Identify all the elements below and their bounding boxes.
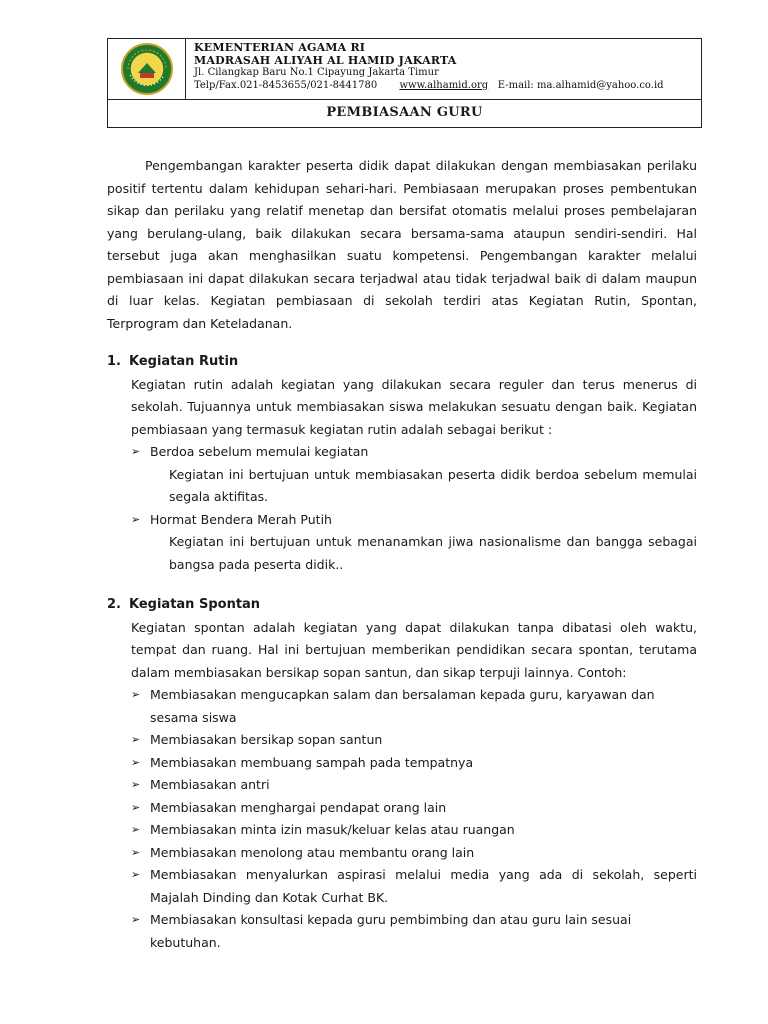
item-text: Membiasakan antri bbox=[150, 777, 270, 792]
item-text: Membiasakan minta izin masuk/keluar kelas atau ruangan bbox=[150, 822, 515, 837]
section-heading bbox=[107, 351, 697, 374]
email-text: E-mail: ma.alhamid@yahoo.co.id bbox=[497, 79, 664, 91]
item-text: Membiasakan bersikap sopan santun bbox=[150, 732, 383, 747]
list-item bbox=[131, 752, 697, 775]
item-text: Membiasakan konsultasi kepada guru pembimbing dan atau guru lain sesuai kebutuhan. bbox=[150, 912, 632, 950]
item-text: Membiasakan menyalurkan aspirasi melalui media yang ada di sekolah, seperti Majalah Dinding dan Kotak Curhat BK. bbox=[150, 867, 697, 905]
arrow-bullet-icon: ➢ bbox=[131, 512, 141, 526]
arrow-bullet-icon: ➢ bbox=[131, 868, 141, 881]
item-text: Membiasakan mengucapkan salam dan bersalaman kepada guru, karyawan dan sesama siswa bbox=[150, 687, 655, 725]
document-body bbox=[107, 155, 697, 954]
arrow-bullet-icon: ➢ bbox=[131, 913, 141, 926]
item-description: Kegiatan ini bertujuan untuk menanamkan jiwa nasionalisme dan bangga sebagai bangsa pada peserta didik.. bbox=[169, 534, 697, 572]
section-title: Kegiatan Rutin bbox=[129, 354, 239, 369]
section-number: 2. bbox=[107, 597, 121, 612]
item-text: Membiasakan menghargai pendapat orang lain bbox=[150, 799, 447, 815]
section-kegiatan-spontan bbox=[107, 594, 697, 954]
arrow-bullet-icon: ➢ bbox=[131, 688, 141, 701]
arrow-bullet-icon: ➢ bbox=[131, 845, 141, 859]
spontan-list bbox=[131, 684, 697, 954]
section-paragraph: Kegiatan rutin adalah kegiatan yang dilakukan secara reguler dan terus menerus di sekolah. Tujuannya untuk membiasakan siswa melakukan sesuatu dengan baik. Kegiatan pembiasaan yang termasuk kegiatan rutin adalah sebagai berikut : bbox=[131, 376, 697, 437]
ministry-name: KEMENTERIAN AGAMA RI bbox=[194, 41, 366, 54]
letterhead bbox=[107, 38, 702, 128]
section-paragraph: Kegiatan spontan adalah kegiatan yang dapat dilakukan tanpa dibatasi oleh waktu, tempat dan ruang. Hal ini bertujuan memberikan pendidikan secara spontan, terutama dalam membiasakan bersikap sopan santun, dan sikap terpuji lainnya. Contoh: bbox=[131, 619, 697, 680]
item-label: Berdoa sebelum memulai kegiatan bbox=[150, 444, 369, 459]
list-item bbox=[131, 864, 697, 909]
section-body bbox=[131, 374, 697, 577]
list-item bbox=[131, 797, 697, 820]
arrow-bullet-icon: ➢ bbox=[131, 778, 141, 791]
section-title: Kegiatan Spontan bbox=[129, 597, 261, 612]
arrow-bullet-icon: ➢ bbox=[131, 755, 141, 769]
arrow-bullet-icon: ➢ bbox=[131, 800, 141, 814]
item-text: Membiasakan menolong atau membantu orang lain bbox=[150, 844, 475, 860]
phone-fax: Telp/Fax.021-8453655/021-8441780 bbox=[194, 79, 378, 91]
document-title: PEMBIASAAN GURU bbox=[108, 99, 701, 127]
section-body bbox=[131, 617, 697, 955]
list-item bbox=[131, 842, 697, 865]
school-name: MADRASAH ALIYAH AL HAMID JAKARTA bbox=[194, 53, 457, 67]
institution-info bbox=[194, 42, 699, 92]
arrow-bullet-icon: ➢ bbox=[131, 445, 141, 458]
list-item bbox=[131, 909, 697, 954]
school-address: Jl. Cilangkap Baru No.1 Cipayung Jakarta Timur bbox=[194, 67, 439, 78]
list-item bbox=[131, 774, 697, 797]
logo-cell bbox=[108, 39, 186, 99]
intro-paragraph: Pengembangan karakter peserta didik dapat dilakukan dengan membiasakan perilaku positif tertentu dalam kehidupan sehari-hari. Pembiasaan merupakan proses pembentukan sikap dan perilaku yang relatif menetap dan bersifat otomatis melalui proses pembelajaran yang berulang-ulang, baik dilakukan secara bersama-sama ataupun sendiri-sendiri. Hal tersebut juga akan menghasilkan suatu kompetensi. Pengembangan karakter melalui pembiasaan ini dapat dilakukan secara terjadwal atau tidak terjadwal baik di dalam maupun di luar kelas. Kegiatan pembiasaan di sekolah terdiri atas Kegiatan Rutin, Spontan, Terprogram dan Keteladanan. bbox=[107, 158, 697, 331]
website-link[interactable]: www.alhamid.org bbox=[399, 79, 489, 91]
contact-line bbox=[194, 80, 699, 93]
list-item bbox=[131, 509, 697, 577]
list-item bbox=[131, 684, 697, 729]
item-description: Kegiatan ini bertujuan untuk membiasakan peserta didik berdoa sebelum memulai segala aktifitas. bbox=[169, 466, 697, 504]
school-logo-icon bbox=[118, 42, 176, 96]
section-kegiatan-rutin bbox=[107, 351, 697, 576]
routine-list bbox=[131, 441, 697, 576]
section-number: 1. bbox=[107, 354, 121, 369]
list-item bbox=[131, 441, 697, 509]
arrow-bullet-icon: ➢ bbox=[131, 823, 141, 836]
section-heading bbox=[107, 594, 697, 617]
list-item bbox=[131, 819, 697, 842]
list-item bbox=[131, 729, 697, 752]
item-text: Membiasakan membuang sampah pada tempatnya bbox=[150, 754, 474, 770]
item-label: Hormat Bendera Merah Putih bbox=[150, 511, 332, 527]
arrow-bullet-icon: ➢ bbox=[131, 733, 141, 746]
